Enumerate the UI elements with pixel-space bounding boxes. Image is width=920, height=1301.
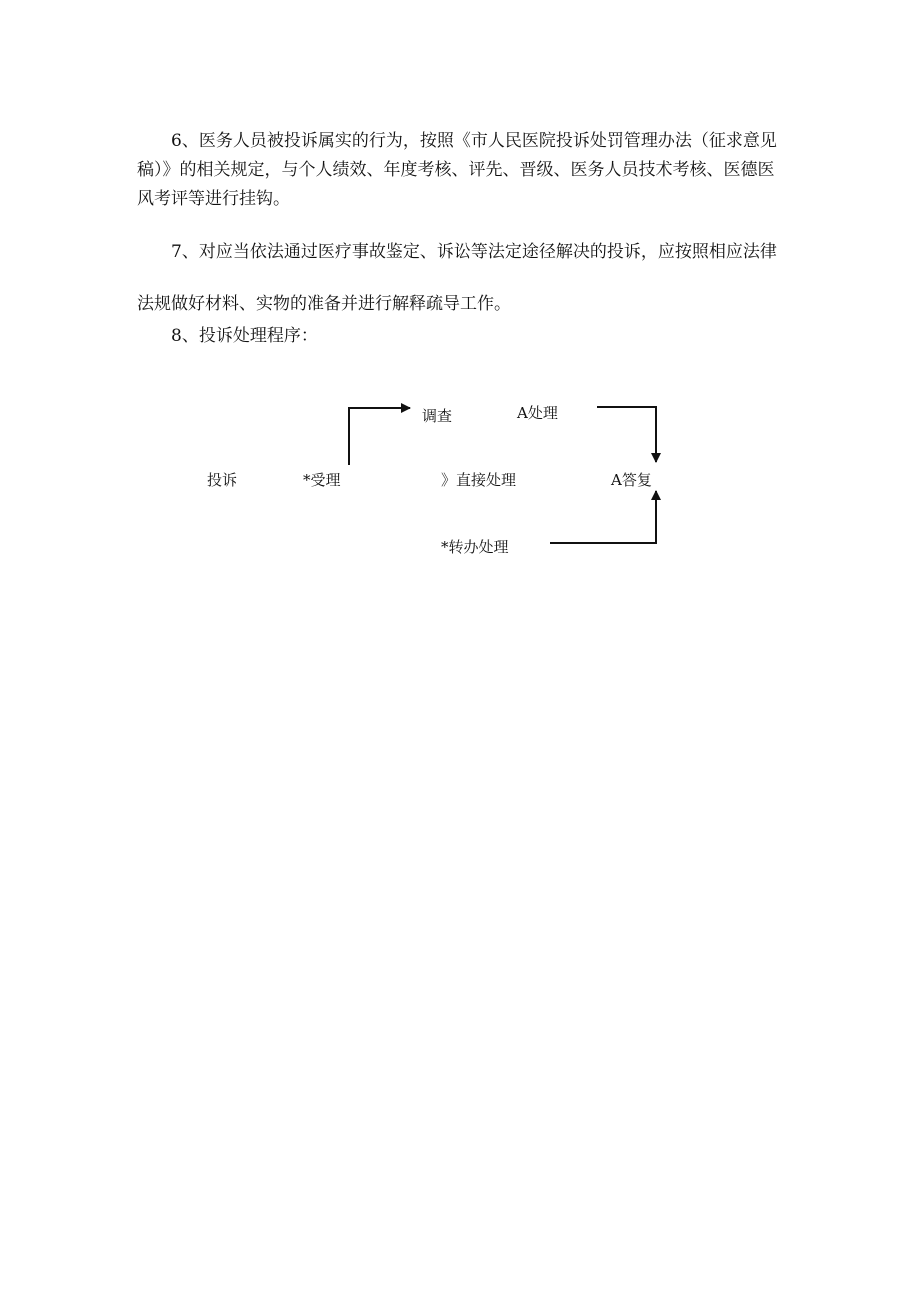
arrow-transfer-to-reply [550,491,656,543]
flow-node-accept: *受理 [303,471,341,489]
arrow-accept-to-investigate [349,408,410,465]
flow-node-direct: 》直接处理 [441,471,517,489]
flow-node-transfer: *转办处理 [441,538,509,556]
flow-node-investigate: 调查 [422,407,453,425]
paragraph-7: 7、对应当依法通过医疗事故鉴定、诉讼等法定途径解决的投诉，应按照相应法律法规做好材料、实物的准备并进行解释疏导工作。 [137,242,777,314]
arrow-handle-to-reply [597,407,656,462]
paragraph-8: 8、投诉处理程序： [171,326,318,346]
flow-node-reply: A答复 [611,471,652,489]
flow-node-complaint: 投诉 [207,471,238,489]
paragraph-6: 6、医务人员被投诉属实的行为，按照《市人民医院投诉处罚管理办法（征求意见稿）》的相关规定，与个人绩效、年度考核、评先、晋级、医务人员技术考核、医德医风考评等进行挂钩。 [137,131,777,209]
flow-node-handle: A处理 [517,404,558,422]
